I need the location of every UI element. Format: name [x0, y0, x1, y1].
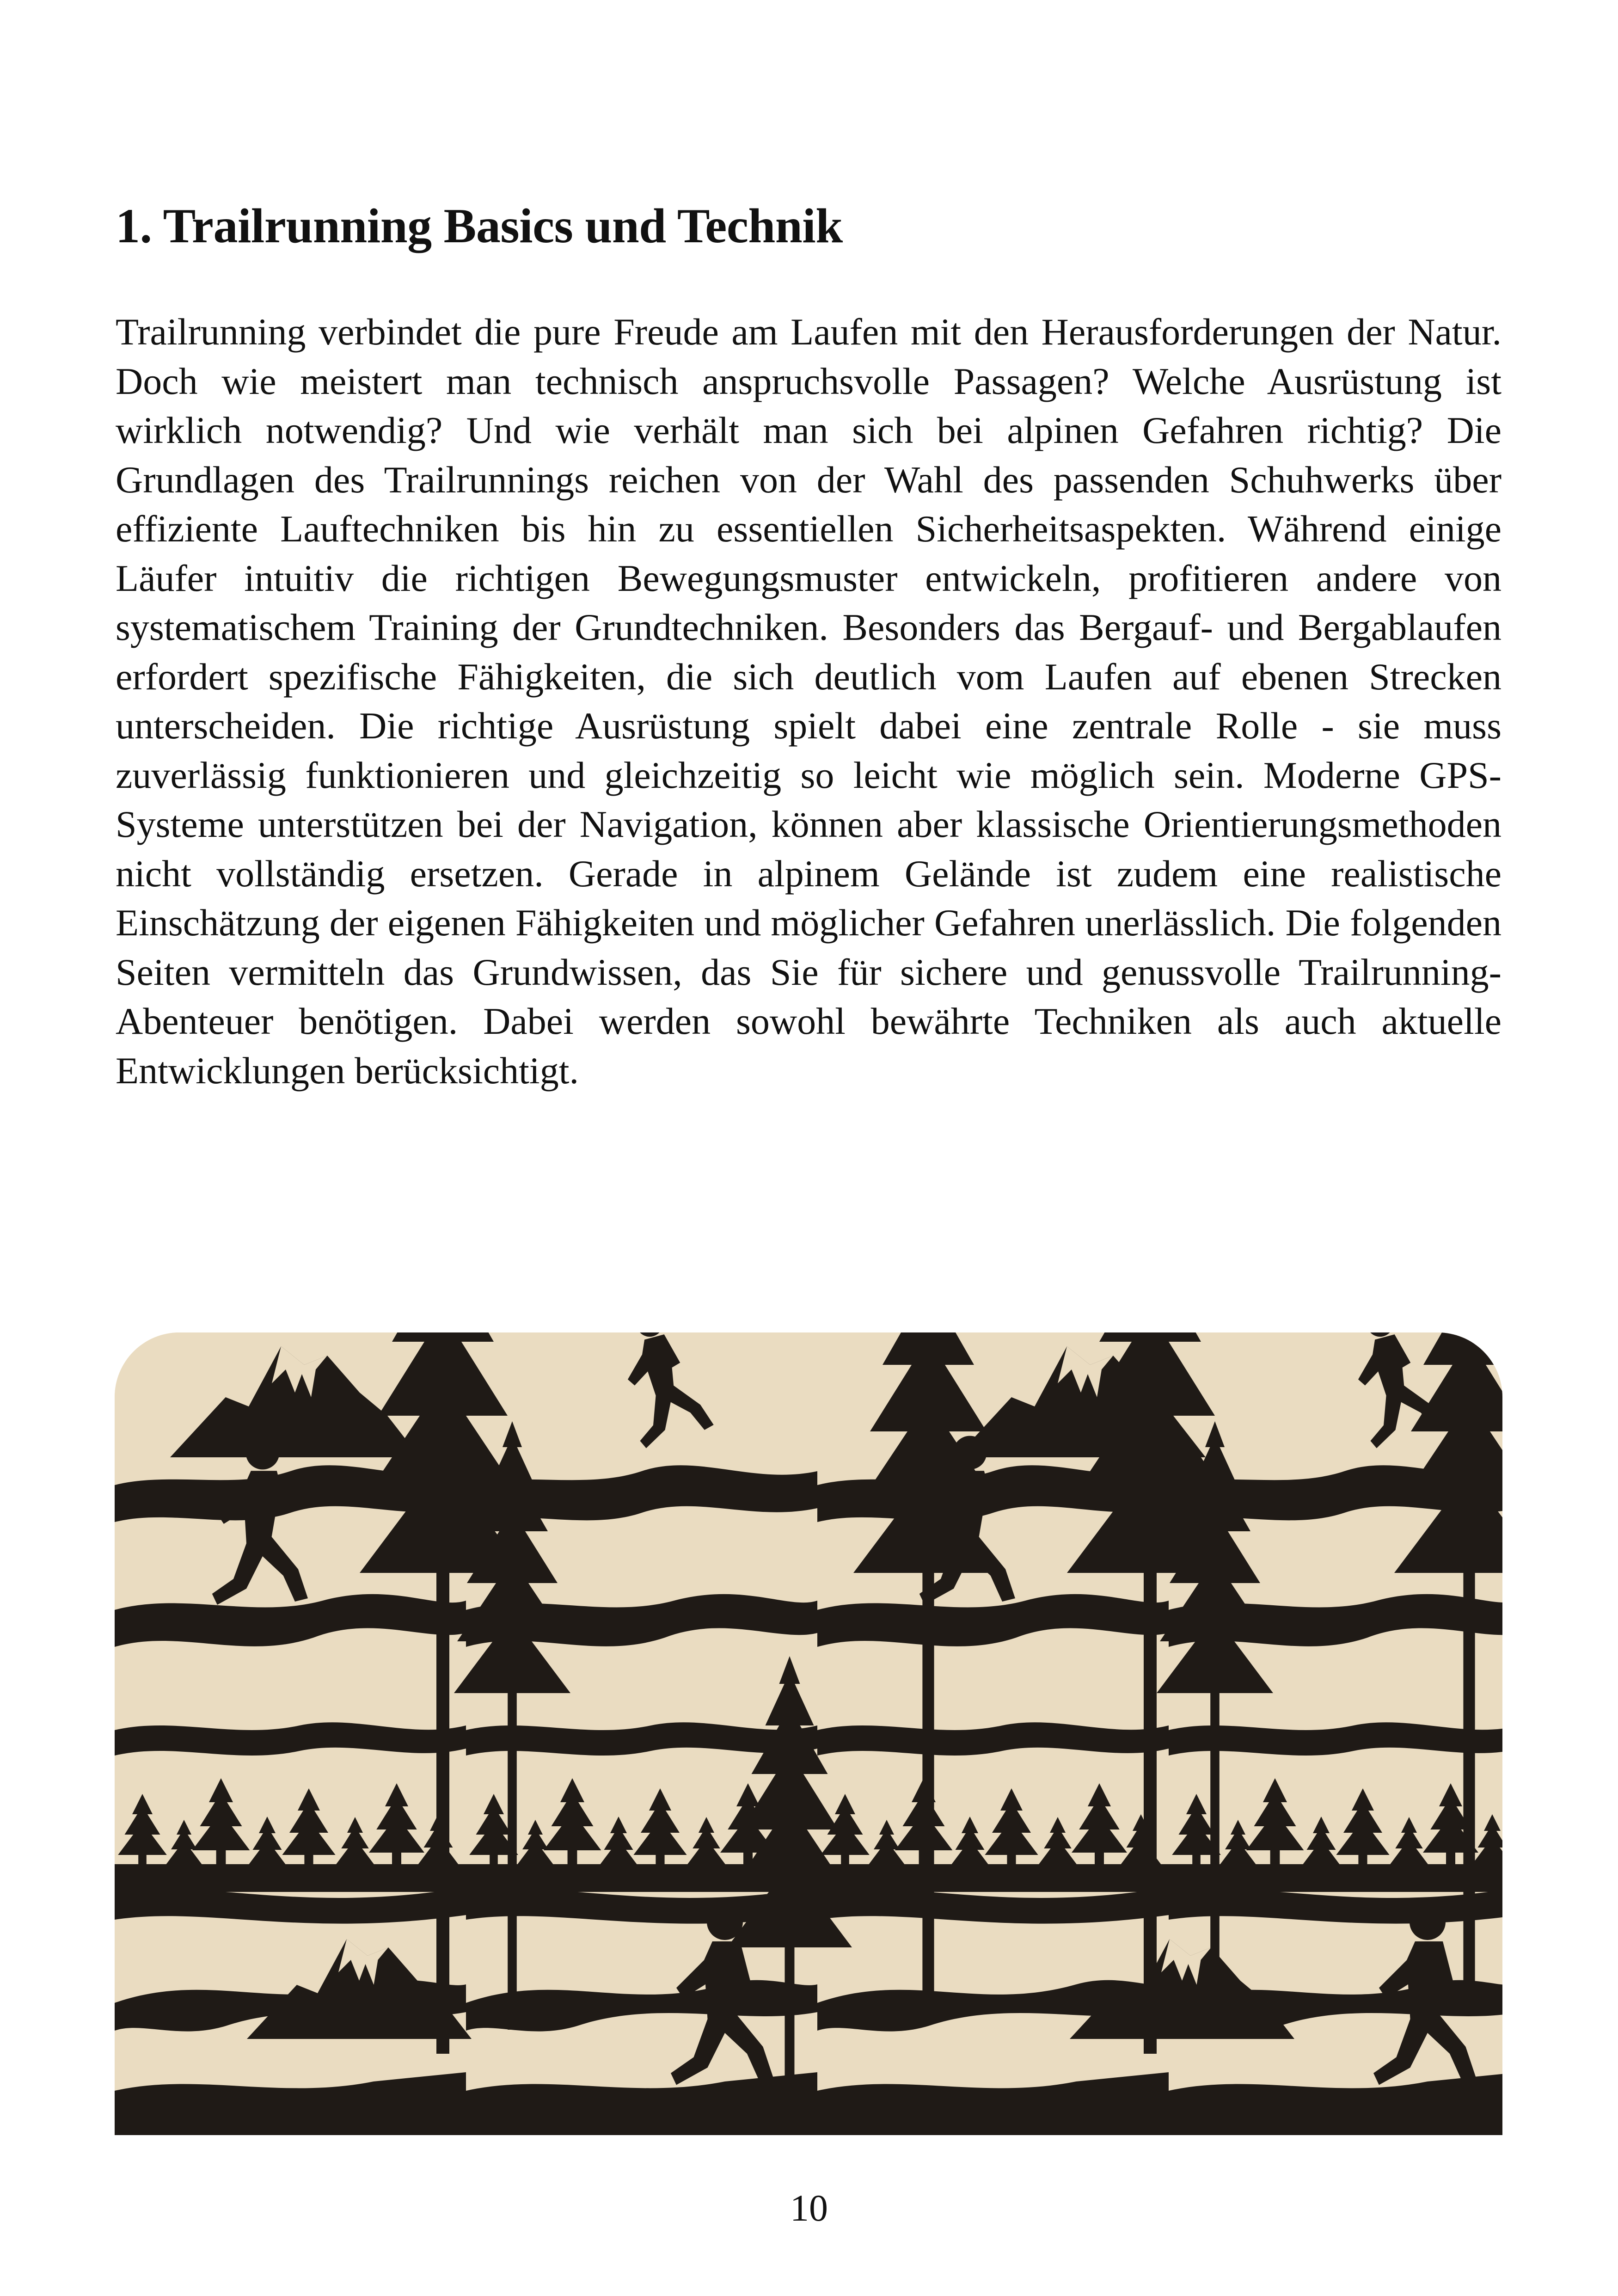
chapter-body-text: Trailrunning verbindet die pure Freude am Laufen mit den Herausforderungen der Natur. Doch wie meistert man technisch anspruchsvolle Passagen? Welche Ausrüstung ist wirklich notwendig? Und wie verhält man sich bei alpinen Gefahren richtig? Die Grundlagen des Trailrunnings reichen von der Wahl des passenden Schuhwerks über effiziente Lauftechniken bis hin zu essentiellen Sicherheitsaspekten. Während einige Läufer intuitiv die richtigen Bewegungsmuster entwickeln, profitieren andere von systematischem Training der Grundtechniken. Besonders das Bergauf- und Bergablaufen erfordert spezifische Fähigkeiten, die sich deutlich vom Laufen auf ebenen Strecken unterscheiden. Die richtige Ausrüstung spielt dabei eine zentrale Rolle - sie muss zuverlässig funktionieren und gleichzeitig so leicht wie möglich sein. Moderne GPS-Systeme unterstützen bei der Navigation, können aber klassische Orientierungsmethoden nicht vollständig ersetzen. Gerade in alpinem Gelände ist zudem eine realistische Einschätzung der eigenen Fähigkeiten und möglicher Gefahren unerlässlich. Die folgenden Seiten vermitteln das Grundwissen, das Sie für sichere und genussvolle Trailrunning-Abenteuer benötigen. Dabei werden sowohl bewährte Techniken als auch aktuelle Entwicklungen berücksichtigt. — [116, 311, 1502, 1092]
chapter-heading: 1. Trailrunning Basics und Technik — [116, 199, 843, 253]
page-number: 10 — [790, 2187, 828, 2229]
woodcut-landscape-image — [115, 1332, 1502, 2135]
woodcut-illustration — [115, 1332, 1502, 2135]
